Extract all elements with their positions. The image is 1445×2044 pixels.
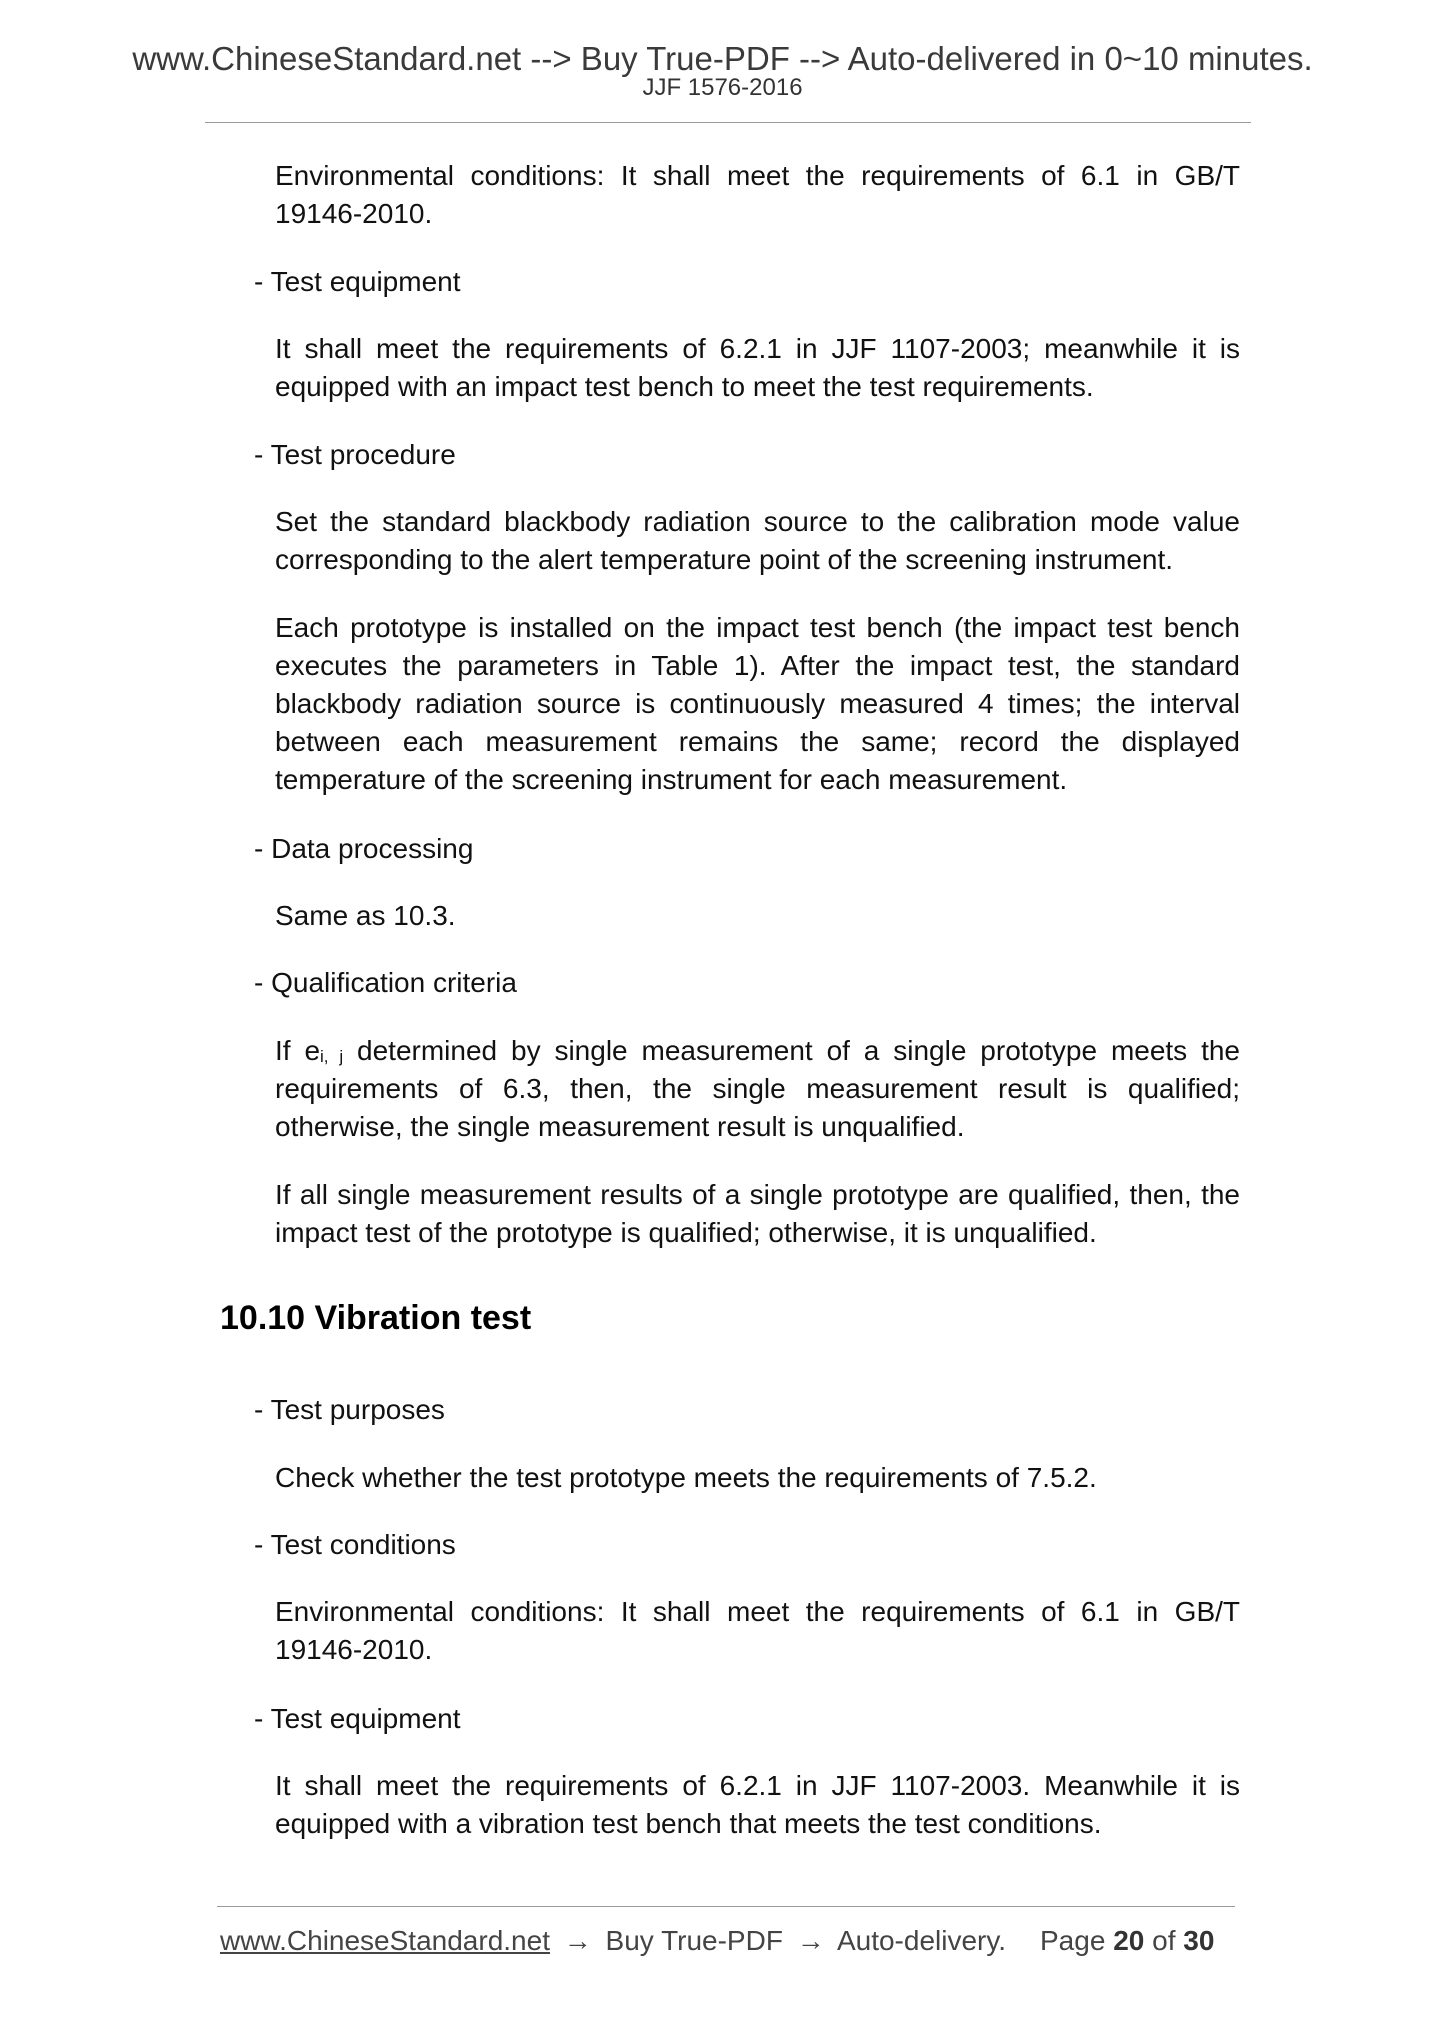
arrow-right-icon: → xyxy=(796,1925,825,1956)
qualification-prefix: If e xyxy=(275,1035,321,1066)
page-of: of xyxy=(1152,1925,1176,1956)
bullet-test-purposes: - Test purposes xyxy=(254,1394,445,1425)
paragraph-qualification-1 xyxy=(275,1032,1240,1146)
paragraph-test-purposes: Check whether the test prototype meets the requirements of 7.5.2. xyxy=(275,1462,1097,1493)
paragraph-test-equipment-1: It shall meet the requirements of 6.2.1 in JJF 1107-2003; meanwhile it is equipped with an impact test bench to meet the test requirements. xyxy=(275,333,1240,402)
paragraph-test-equipment-2: It shall meet the requirements of 6.2.1 in JJF 1107-2003. Meanwhile it is equipped with a vibration test bench that meets the test conditions. xyxy=(275,1770,1240,1839)
arrow-right-icon: → xyxy=(563,1925,592,1956)
site-banner: www.ChineseStandard.net --> Buy True-PDF --> Auto-delivered in 0~10 minutes. xyxy=(132,40,1313,77)
paragraph-environmental-conditions-1: Environmental conditions: It shall meet the requirements of 6.1 in GB/T 19146-2010. xyxy=(275,160,1240,229)
paragraph-data-processing: Same as 10.3. xyxy=(275,900,456,931)
paragraph-procedure-1: Set the standard blackbody radiation source to the calibration mode value corresponding to the alert temperature point of the screening instrument. xyxy=(275,506,1240,575)
subscript-ij: i, j xyxy=(320,1047,344,1066)
page-current: 20 xyxy=(1113,1925,1145,1956)
footer-delivery-text: Auto-delivery. xyxy=(836,1925,1007,1956)
page-number xyxy=(1040,1925,1214,1957)
footer-promo xyxy=(220,1925,1006,1957)
qualification-rest: determined by single measurement of a single prototype meets the requirements of 6.3, then, the single measurement result is qualified; otherwise, the single measurement result is unqualified. xyxy=(275,1035,1240,1142)
section-heading-vibration-test: 10.10 Vibration test xyxy=(220,1299,532,1337)
bullet-test-procedure: - Test procedure xyxy=(254,439,456,470)
footer-buy-text: Buy True-PDF xyxy=(605,1925,783,1956)
paragraph-procedure-2: Each prototype is installed on the impact test bench (the impact test bench executes the parameters in Table 1). After the impact test, the standard blackbody radiation source is continuously measured 4 times; the interval between each measurement remains the same; record the displayed temperature of the screening instrument for each measurement. xyxy=(275,612,1240,795)
paragraph-qualification-2: If all single measurement results of a single prototype are qualified, then, the impact test of the prototype is qualified; otherwise, it is unqualified. xyxy=(275,1179,1240,1248)
footer-site-link[interactable]: www.ChineseStandard.net xyxy=(220,1925,550,1956)
header-divider xyxy=(205,122,1251,123)
bullet-test-conditions: - Test conditions xyxy=(254,1529,456,1560)
bullet-data-processing: - Data processing xyxy=(254,833,474,864)
standard-code: JJF 1576-2016 xyxy=(642,74,803,101)
page-label: Page xyxy=(1040,1925,1106,1956)
bullet-test-equipment-1: - Test equipment xyxy=(254,266,461,297)
page-total: 30 xyxy=(1183,1925,1215,1956)
bullet-qualification-criteria: - Qualification criteria xyxy=(254,967,517,998)
paragraph-environmental-conditions-2: Environmental conditions: It shall meet the requirements of 6.1 in GB/T 19146-2010. xyxy=(275,1596,1240,1665)
footer-divider xyxy=(217,1906,1235,1907)
bullet-test-equipment-2: - Test equipment xyxy=(254,1703,461,1734)
